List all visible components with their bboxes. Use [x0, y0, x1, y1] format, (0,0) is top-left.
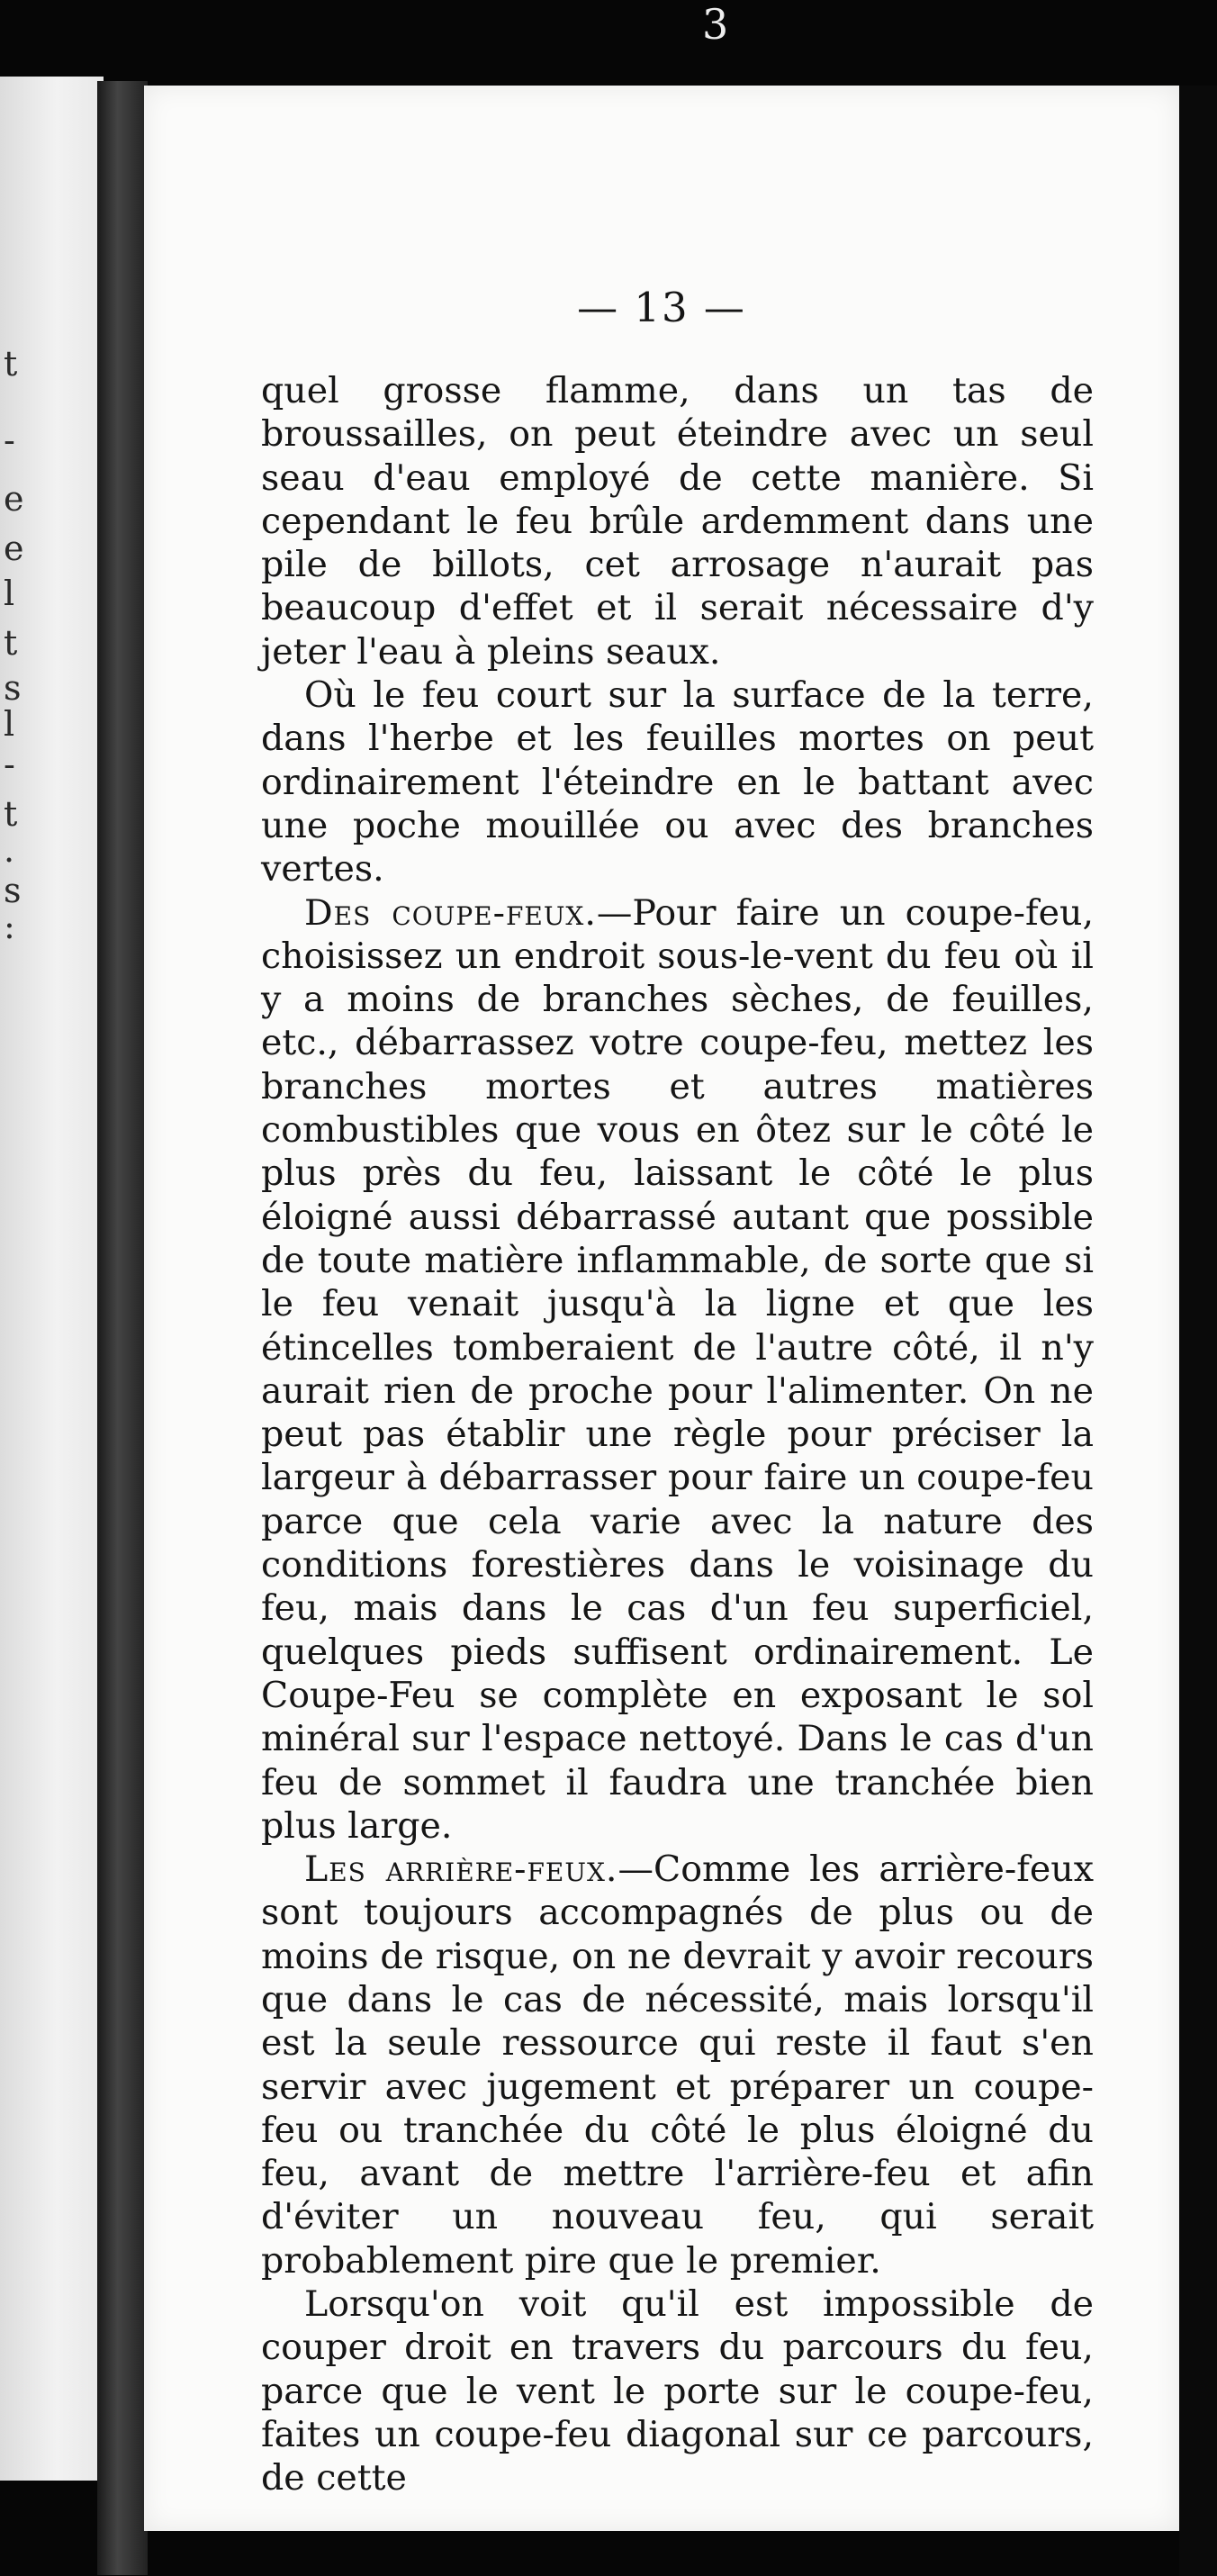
- facing-page-fragment: e: [4, 529, 24, 568]
- facing-page-fragment: l: [4, 574, 15, 613]
- scan-border: [1179, 86, 1217, 2576]
- body-text: [261, 369, 1094, 2500]
- section-heading: Les arrière-feux.: [304, 1848, 618, 1891]
- facing-page-fragment: l: [4, 704, 15, 744]
- facing-page-edge: [0, 77, 104, 2481]
- paragraph-text: Où le feu court sur la surface de la terre, dans l'herbe et les feuilles mortes on peut ordinairement l'éteindre en le battant avec une poche mouillée ou avec des branches vertes.: [261, 674, 1094, 890]
- facing-page-fragment: -: [4, 745, 15, 784]
- paragraph: [261, 891, 1094, 1848]
- section-heading: Des coupe-feux.: [304, 891, 597, 934]
- book-page: [144, 86, 1179, 2531]
- paragraph-text: quel grosse flamme, dans un tas de broussailles, on peut éteindre avec un seul seau d'eau employé de cette manière. Si cependant le feu brûle ardemment dans une pile de billots, cet arrosage n'aurait pas beaucoup d'effet et il serait nécessaire d'y jeter l'eau à pleins seaux.: [261, 370, 1094, 673]
- facing-page-fragment: t: [4, 344, 18, 384]
- facing-page-fragment: -: [4, 420, 15, 460]
- facing-page-fragment: s: [4, 668, 22, 708]
- facing-page-fragment: .: [4, 830, 15, 870]
- paragraph-text: —Comme les arrière-feux sont toujours accompagnés de plus ou de moins de risque, on ne devrait y avoir recours que dans le cas de nécessité, mais lorsqu'il est la seule ressource qui reste il faut s'en servir avec jugement et préparer un coupe-feu ou tranchée du côté le plus éloigné du feu, avant de mettre l'arrière-feu et afin d'éviter un nouveau feu, qui serait probablement pire que le premier.: [261, 1848, 1094, 2282]
- facing-page-fragment: e: [4, 479, 24, 519]
- page-number: — 13 —: [577, 284, 746, 331]
- paragraph-text: —Pour faire un coupe-feu, choisissez un endroit sous-le-vent du feu où il y a moins de branches sèches, de feuilles, etc., débarrassez votre coupe-feu, mettez les branches mortes et autres matières combustibles que vous en ôtez sur le côté le plus près du feu, laissant le côté le plus éloigné aussi débarrassé autant que possible de toute matière inflammable, de sorte que si le feu venait jusqu'à la ligne et que les étincelles tomberaient de l'autre côté, il n'y aurait rien de proche pour l'alimenter. On ne peut pas établir une règle pour préciser la largeur à débarrasser pour faire un coupe-feu parce que cela varie avec la nature des conditions forestières dans le voisinage du feu, mais dans le cas d'un feu superficiel, quelques pieds suffisent ordinairement. Le Coupe-Feu se complète en exposant le sol minéral sur l'espace nettoyé. Dans le cas d'un feu de sommet il faudra une tranchée bien plus large.: [261, 891, 1094, 1847]
- book-spine: [97, 81, 148, 2575]
- paragraph: [261, 673, 1094, 890]
- paragraph-text: Lorsqu'on voit qu'il est impossible de couper droit en travers du parcours du feu, parce que le vent le porte sur le coupe-feu, faites un coupe-feu diagonal sur ce parcours, de cette: [261, 2283, 1094, 2499]
- facing-page-fragment: t: [4, 623, 18, 663]
- facing-page-fragment: :: [4, 907, 15, 946]
- binding-mark: 3: [702, 0, 729, 49]
- facing-page-fragment: t: [4, 794, 18, 834]
- paragraph: [261, 1848, 1094, 2282]
- paragraph: [261, 369, 1094, 673]
- paragraph: [261, 2282, 1094, 2499]
- facing-page-fragment: s: [4, 871, 22, 910]
